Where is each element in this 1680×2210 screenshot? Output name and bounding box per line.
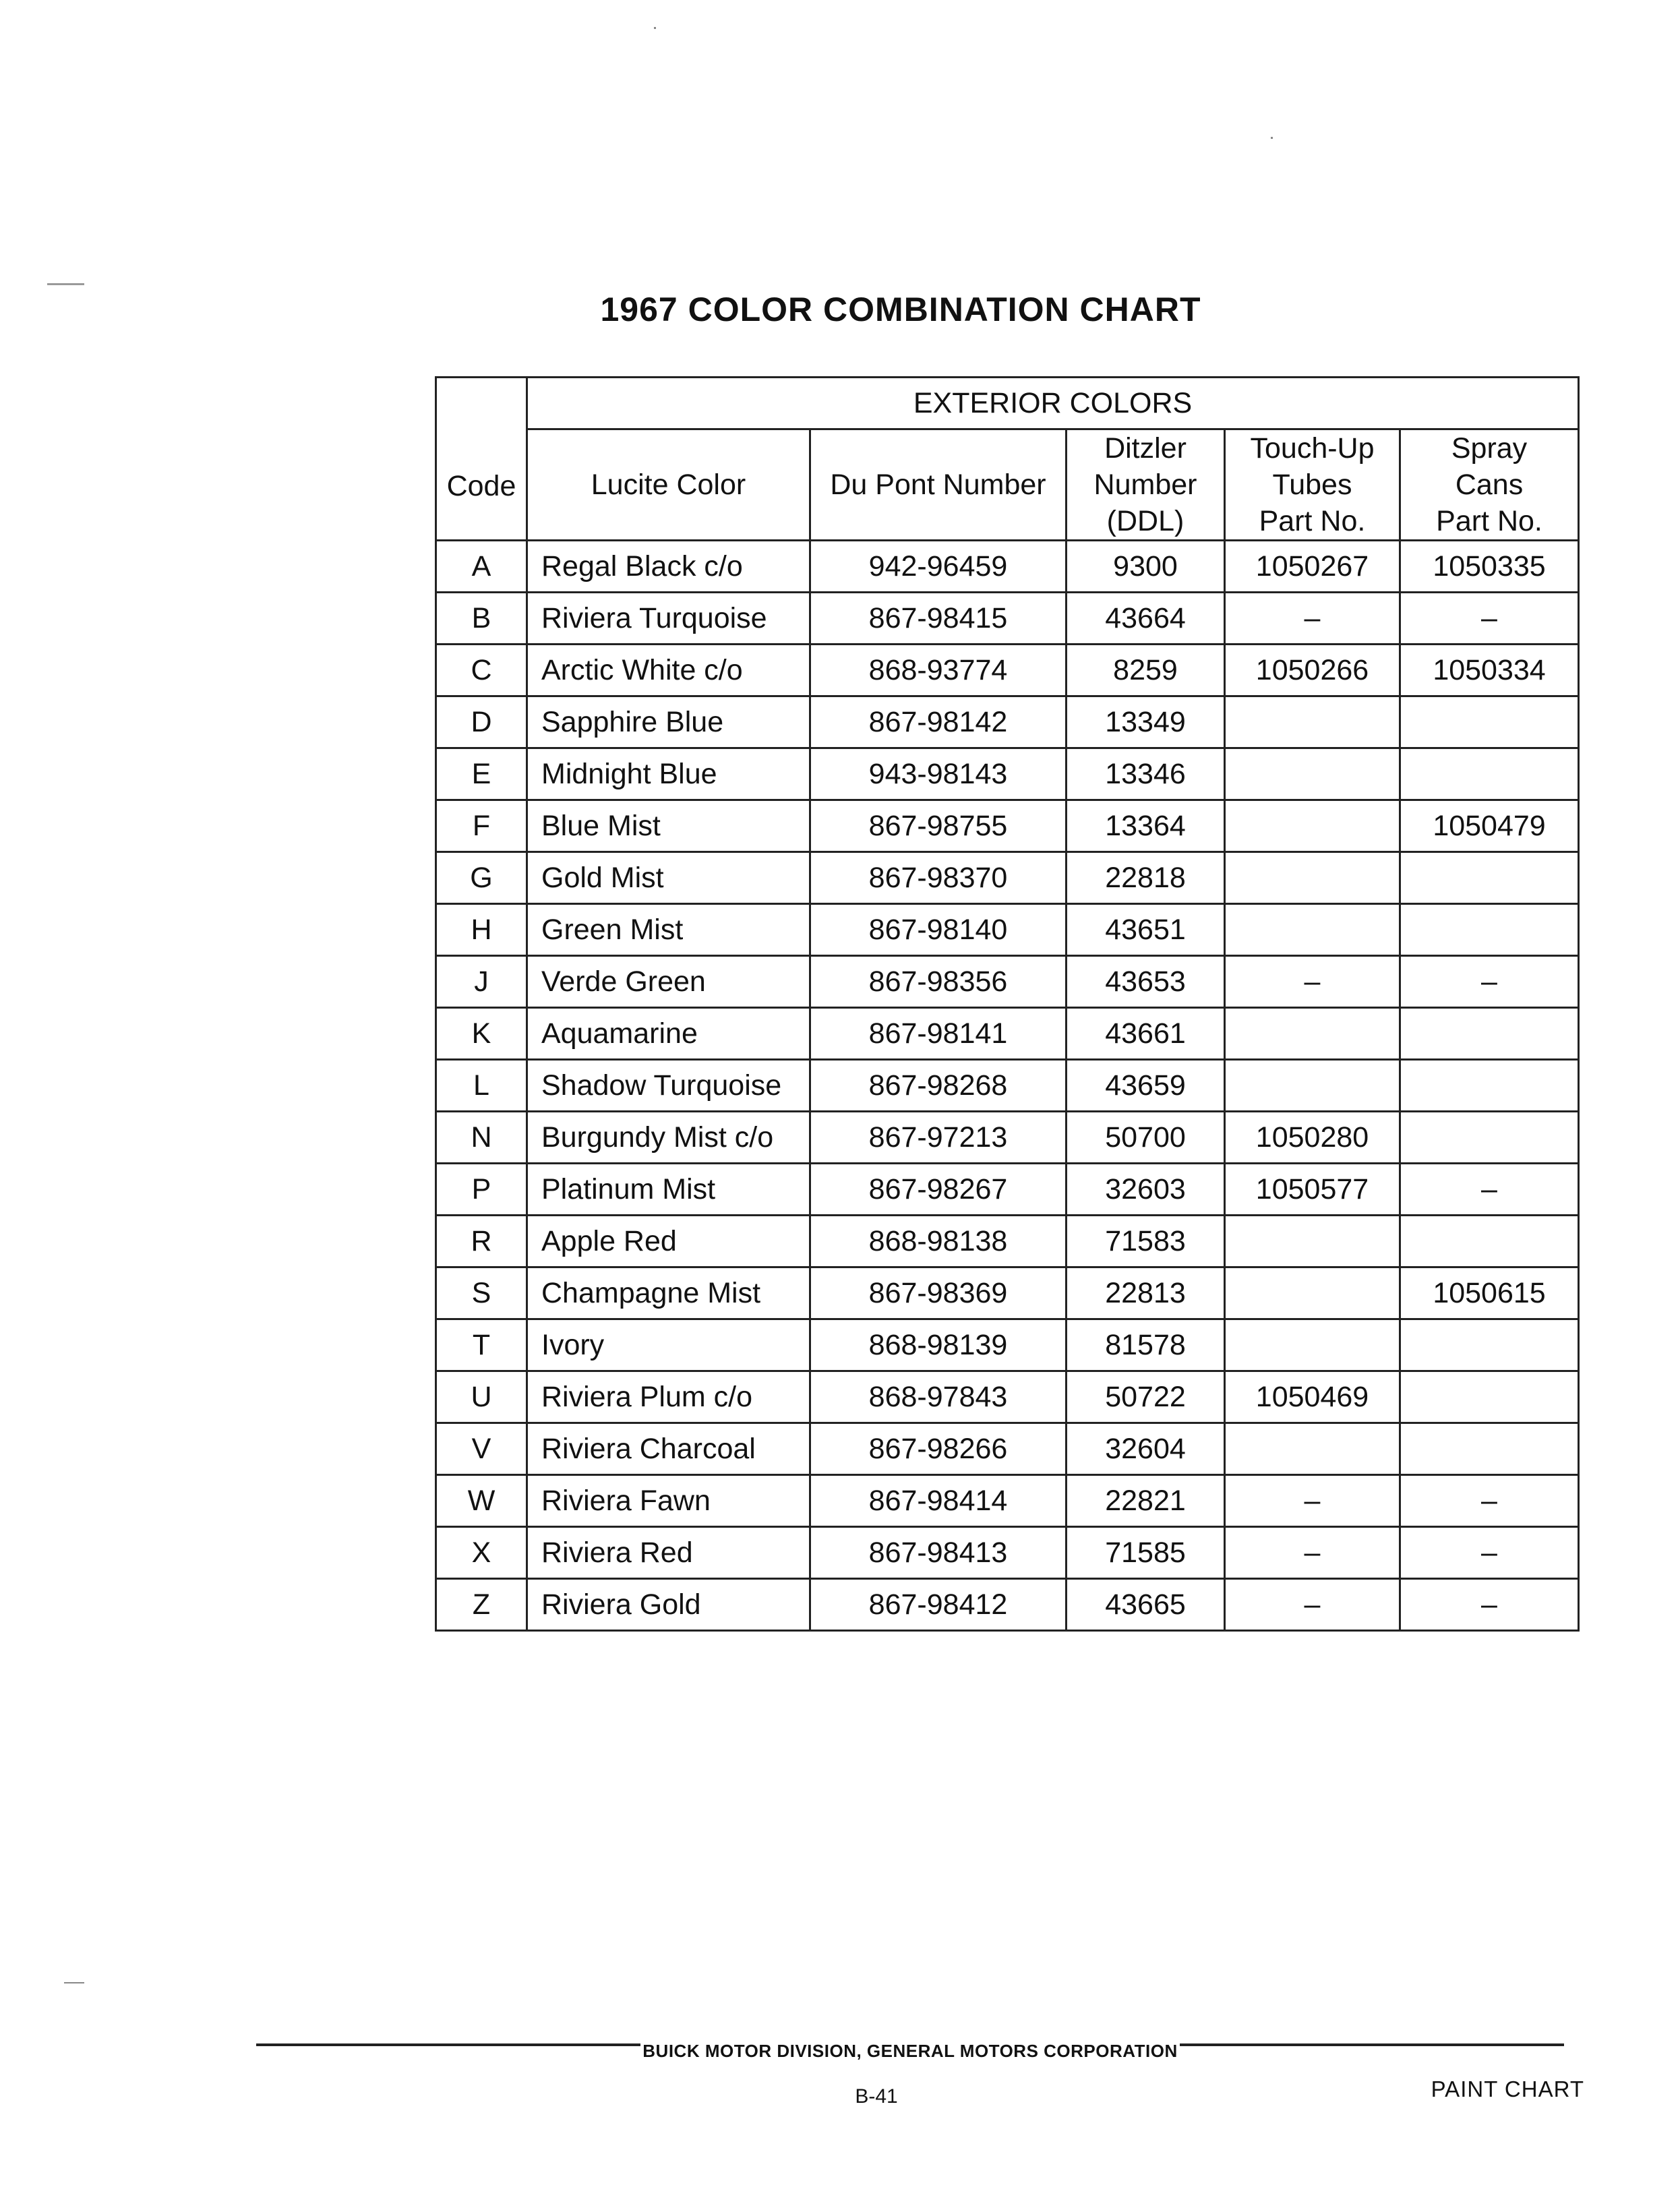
dupont-number-cell: 867-98412 [810, 1579, 1067, 1631]
column-header-dupont-number: Du Pont Number [810, 429, 1067, 541]
code-cell: B [436, 593, 527, 645]
table-row [436, 852, 1579, 904]
lucite-color-cell: Apple Red [527, 1216, 810, 1267]
dupont-number-cell: 868-98138 [810, 1216, 1067, 1267]
lucite-color-cell: Burgundy Mist c/o [527, 1112, 810, 1164]
lucite-color-cell: Riviera Red [527, 1527, 810, 1579]
ditzler-header-line-2: Number [1093, 469, 1197, 501]
code-cell: A [436, 541, 527, 593]
column-header-touchup-tubes [1225, 429, 1400, 541]
dupont-number-cell: 867-98369 [810, 1267, 1067, 1319]
dupont-number-cell: 867-98140 [810, 904, 1067, 956]
code-cell: U [436, 1371, 527, 1423]
dupont-number-cell: 867-98414 [810, 1475, 1067, 1527]
table-row [436, 1527, 1579, 1579]
lucite-color-cell: Aquamarine [527, 1008, 810, 1060]
scan-speck [654, 27, 656, 29]
table-row [436, 1371, 1579, 1423]
touchup-part-cell [1225, 748, 1400, 800]
spray-part-cell [1400, 1008, 1579, 1060]
spray-part-cell: 1050615 [1400, 1267, 1579, 1319]
ditzler-number-cell: 43659 [1067, 1060, 1225, 1112]
spray-part-cell [1400, 852, 1579, 904]
table-row [436, 1423, 1579, 1475]
ditzler-number-cell: 71585 [1067, 1527, 1225, 1579]
code-cell: H [436, 904, 527, 956]
color-combination-table [435, 376, 1580, 1632]
ditzler-number-cell: 71583 [1067, 1216, 1225, 1267]
touchup-part-cell: 1050469 [1225, 1371, 1400, 1423]
touchup-part-cell: – [1225, 1527, 1400, 1579]
dupont-number-cell: 867-98370 [810, 852, 1067, 904]
lucite-color-cell: Gold Mist [527, 852, 810, 904]
dupont-number-cell: 867-98267 [810, 1164, 1067, 1216]
table-header-row [436, 429, 1579, 541]
spray-header-line-3: Part No. [1436, 505, 1542, 537]
page-title: 1967 COLOR COMBINATION CHART [600, 291, 1201, 328]
code-cell: W [436, 1475, 527, 1527]
table-row [436, 904, 1579, 956]
table-row [436, 541, 1579, 593]
code-cell: X [436, 1527, 527, 1579]
ditzler-header-line-3: (DDL) [1106, 505, 1184, 537]
touchup-part-cell: 1050577 [1225, 1164, 1400, 1216]
lucite-color-cell: Riviera Plum c/o [527, 1371, 810, 1423]
ditzler-number-cell: 13349 [1067, 696, 1225, 748]
code-cell: R [436, 1216, 527, 1267]
ditzler-number-cell: 43664 [1067, 593, 1225, 645]
ditzler-number-cell: 50722 [1067, 1371, 1225, 1423]
ditzler-number-cell: 43651 [1067, 904, 1225, 956]
column-header-ditzler-number [1067, 429, 1225, 541]
code-cell: S [436, 1267, 527, 1319]
touchup-part-cell [1225, 904, 1400, 956]
lucite-color-cell: Shadow Turquoise [527, 1060, 810, 1112]
code-cell: L [436, 1060, 527, 1112]
touchup-part-cell [1225, 1060, 1400, 1112]
spray-part-cell [1400, 1112, 1579, 1164]
touchup-header-line-3: Part No. [1259, 505, 1366, 537]
group-header-exterior-colors: EXTERIOR COLORS [527, 378, 1579, 429]
ditzler-number-cell: 22821 [1067, 1475, 1225, 1527]
spray-part-cell: – [1400, 1527, 1579, 1579]
code-cell: Z [436, 1579, 527, 1631]
touchup-part-cell: – [1225, 1579, 1400, 1631]
code-cell: V [436, 1423, 527, 1475]
ditzler-number-cell: 9300 [1067, 541, 1225, 593]
table-row [436, 956, 1579, 1008]
code-cell: F [436, 800, 527, 852]
touchup-part-cell: – [1225, 956, 1400, 1008]
scan-mark [47, 283, 84, 285]
spray-part-cell [1400, 748, 1579, 800]
dupont-number-cell: 867-98413 [810, 1527, 1067, 1579]
lucite-color-cell: Regal Black c/o [527, 541, 810, 593]
touchup-part-cell: 1050280 [1225, 1112, 1400, 1164]
table-row [436, 1579, 1579, 1631]
table-row [436, 1008, 1579, 1060]
lucite-color-cell: Sapphire Blue [527, 696, 810, 748]
spray-part-cell: 1050335 [1400, 541, 1579, 593]
table-row [436, 1112, 1579, 1164]
ditzler-number-cell: 43661 [1067, 1008, 1225, 1060]
lucite-color-cell: Green Mist [527, 904, 810, 956]
dupont-number-cell: 867-97213 [810, 1112, 1067, 1164]
lucite-color-cell: Riviera Turquoise [527, 593, 810, 645]
dupont-number-cell: 867-98755 [810, 800, 1067, 852]
code-cell: K [436, 1008, 527, 1060]
dupont-number-cell: 867-98141 [810, 1008, 1067, 1060]
table-row [436, 800, 1579, 852]
lucite-color-cell: Verde Green [527, 956, 810, 1008]
ditzler-number-cell: 13364 [1067, 800, 1225, 852]
lucite-color-cell: Riviera Charcoal [527, 1423, 810, 1475]
ditzler-number-cell: 43653 [1067, 956, 1225, 1008]
table-row [436, 696, 1579, 748]
lucite-color-cell: Blue Mist [527, 800, 810, 852]
table-row [436, 1475, 1579, 1527]
dupont-number-cell: 943-98143 [810, 748, 1067, 800]
dupont-number-cell: 867-98268 [810, 1060, 1067, 1112]
touchup-part-cell: – [1225, 1475, 1400, 1527]
section-name: PAINT CHART [1431, 2077, 1584, 2101]
touchup-part-cell [1225, 1267, 1400, 1319]
touchup-part-cell: 1050267 [1225, 541, 1400, 593]
table-row [436, 1319, 1579, 1371]
column-header-code: Code [436, 378, 527, 541]
spray-part-cell [1400, 1371, 1579, 1423]
table-row [436, 593, 1579, 645]
spray-part-cell: 1050479 [1400, 800, 1579, 852]
column-header-spray-cans [1400, 429, 1579, 541]
ditzler-number-cell: 32604 [1067, 1423, 1225, 1475]
code-cell: D [436, 696, 527, 748]
table-row [436, 1267, 1579, 1319]
table-row [436, 1164, 1579, 1216]
code-cell: J [436, 956, 527, 1008]
spray-part-cell [1400, 1216, 1579, 1267]
spray-part-cell [1400, 1060, 1579, 1112]
lucite-color-cell: Riviera Gold [527, 1579, 810, 1631]
table-row [436, 645, 1579, 696]
spray-part-cell: – [1400, 956, 1579, 1008]
dupont-number-cell: 867-98356 [810, 956, 1067, 1008]
touchup-part-cell [1225, 696, 1400, 748]
ditzler-header-line-1: Ditzler [1104, 432, 1187, 465]
lucite-color-cell: Platinum Mist [527, 1164, 810, 1216]
scan-mark [64, 1982, 84, 1983]
touchup-header-line-2: Tubes [1272, 469, 1352, 501]
spray-part-cell: – [1400, 593, 1579, 645]
dupont-number-cell: 867-98415 [810, 593, 1067, 645]
spray-part-cell: – [1400, 1475, 1579, 1527]
spray-header-line-1: Spray [1451, 432, 1528, 465]
touchup-header-line-1: Touch-Up [1250, 432, 1375, 465]
lucite-color-cell: Riviera Fawn [527, 1475, 810, 1527]
table-row [436, 748, 1579, 800]
ditzler-number-cell: 13346 [1067, 748, 1225, 800]
dupont-number-cell: 867-98266 [810, 1423, 1067, 1475]
code-cell: C [436, 645, 527, 696]
dupont-number-cell: 868-97843 [810, 1371, 1067, 1423]
dupont-number-cell: 868-98139 [810, 1319, 1067, 1371]
table-row [436, 1060, 1579, 1112]
code-cell: G [436, 852, 527, 904]
table-group-header-row [436, 378, 1579, 429]
dupont-number-cell: 868-93774 [810, 645, 1067, 696]
code-cell: E [436, 748, 527, 800]
lucite-color-cell: Champagne Mist [527, 1267, 810, 1319]
code-cell: T [436, 1319, 527, 1371]
spray-part-cell: – [1400, 1579, 1579, 1631]
touchup-part-cell: 1050266 [1225, 645, 1400, 696]
ditzler-number-cell: 8259 [1067, 645, 1225, 696]
ditzler-number-cell: 81578 [1067, 1319, 1225, 1371]
spray-part-cell: – [1400, 1164, 1579, 1216]
code-cell: N [436, 1112, 527, 1164]
lucite-color-cell: Midnight Blue [527, 748, 810, 800]
code-cell: P [436, 1164, 527, 1216]
touchup-part-cell [1225, 1319, 1400, 1371]
dupont-number-cell: 867-98142 [810, 696, 1067, 748]
ditzler-number-cell: 50700 [1067, 1112, 1225, 1164]
touchup-part-cell [1225, 1423, 1400, 1475]
spray-header-line-2: Cans [1455, 469, 1524, 501]
touchup-part-cell: – [1225, 593, 1400, 645]
ditzler-number-cell: 22818 [1067, 852, 1225, 904]
touchup-part-cell [1225, 800, 1400, 852]
touchup-part-cell [1225, 852, 1400, 904]
spray-part-cell [1400, 1319, 1579, 1371]
column-header-lucite-color: Lucite Color [527, 429, 810, 541]
ditzler-number-cell: 43665 [1067, 1579, 1225, 1631]
footer-rule-left [256, 2043, 640, 2046]
scan-speck [1271, 137, 1273, 139]
table-row [436, 1216, 1579, 1267]
lucite-color-cell: Ivory [527, 1319, 810, 1371]
lucite-color-cell: Arctic White c/o [527, 645, 810, 696]
footer-publisher: BUICK MOTOR DIVISION, GENERAL MOTORS CORPORATION [642, 2041, 1178, 2061]
spray-part-cell [1400, 904, 1579, 956]
ditzler-number-cell: 22813 [1067, 1267, 1225, 1319]
dupont-number-cell: 942-96459 [810, 541, 1067, 593]
footer-rule-right [1180, 2043, 1564, 2046]
touchup-part-cell [1225, 1008, 1400, 1060]
ditzler-number-cell: 32603 [1067, 1164, 1225, 1216]
spray-part-cell [1400, 696, 1579, 748]
spray-part-cell [1400, 1423, 1579, 1475]
touchup-part-cell [1225, 1216, 1400, 1267]
spray-part-cell: 1050334 [1400, 645, 1579, 696]
page-number: B-41 [855, 2085, 898, 2108]
